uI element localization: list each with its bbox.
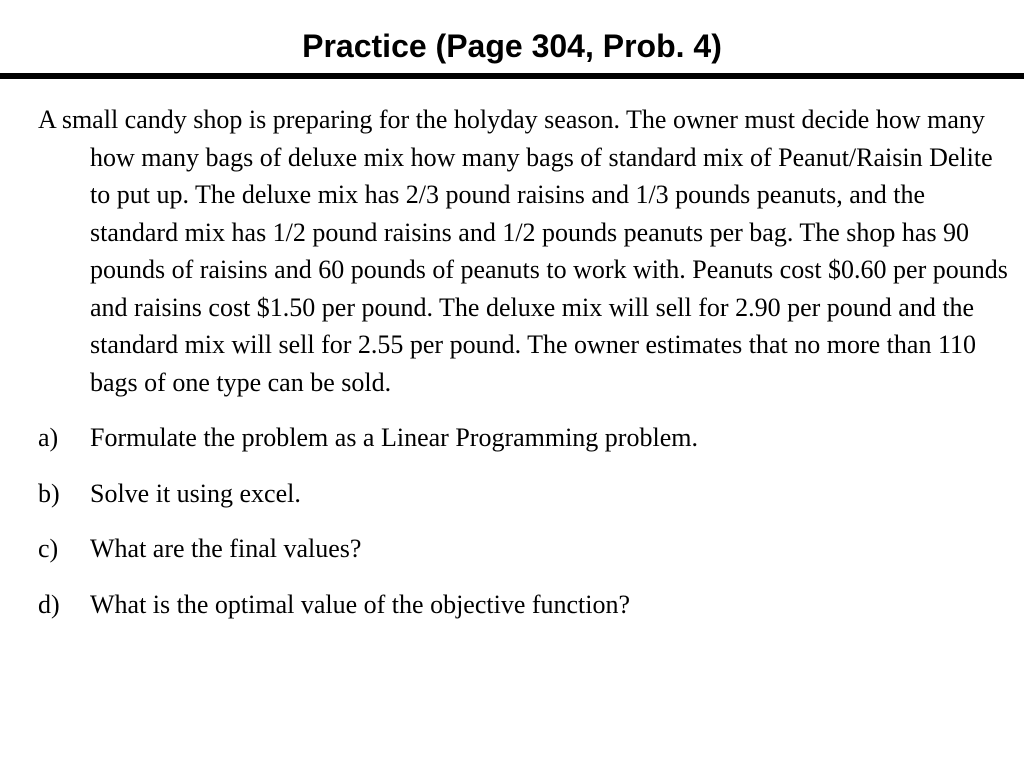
question-item-c [38, 530, 1014, 568]
question-label: a) [38, 423, 59, 452]
question-text: What is the optimal value of the objective function? [90, 589, 631, 619]
slide-title: Practice (Page 304, Prob. 4) [302, 28, 722, 64]
question-text: Solve it using excel. [90, 478, 301, 508]
problem-statement: A small candy shop is preparing for the holyday season. The owner must decide how many how many bags of deluxe mix how many bags of standard mix of Peanut/Raisin Delite to put up. The deluxe mix has 2/3 pound raisins and 1/3 pounds peanuts, and the standard mix has 1/2 pound raisins and 1/2 pounds peanuts per bag. The shop has 90 pounds of raisins and 60 pounds of peanuts to work with. Peanuts cost $0.60 per pounds and raisins cost $1.50 per pound. The deluxe mix will sell for 2.90 per pound and the standard mix will sell for 2.55 per pound. The owner estimates that no more than 110 bags of one type can be sold. [38, 105, 1008, 397]
question-item-d [38, 586, 1014, 624]
question-text: What are the final values? [90, 534, 362, 563]
question-text: Formulate the problem as a Linear Programming problem. [90, 423, 698, 452]
title-divider [0, 73, 1024, 79]
question-label: b) [38, 478, 60, 508]
question-label: c) [38, 534, 59, 563]
question-item-b [38, 475, 1014, 513]
slide-body [38, 101, 1014, 623]
question-label: d) [38, 589, 60, 619]
question-list [38, 419, 1014, 623]
question-item-a [38, 419, 1014, 457]
